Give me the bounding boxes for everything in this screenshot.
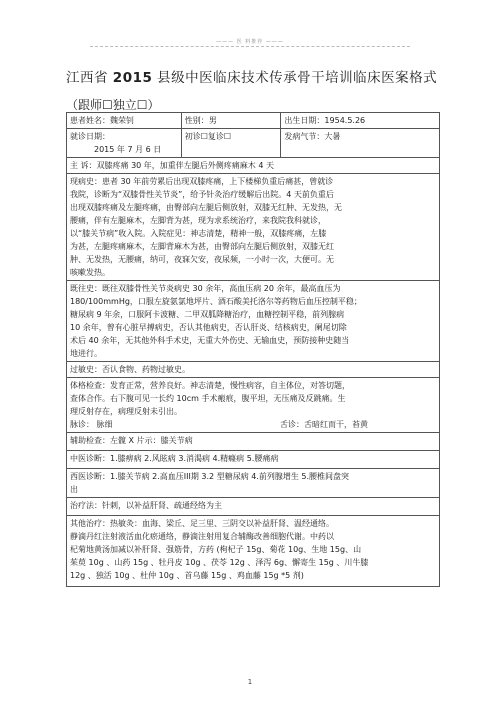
physical-exam-line: 理反射存在，病理反射未引出。 [70,407,182,416]
present-history-line: 腰痛，伴有左腿麻木，左脚背为甚，现为求系统治疗，来我院我科就诊， [70,216,326,225]
medical-record-table [66,112,440,587]
header-divider [90,46,410,47]
auxiliary-exam: 辅助检查：左髋 X 片示：膝关节病 [67,433,440,451]
pulse-diagnosis: 脉诊： 脉细 [70,420,113,429]
document-title [66,66,446,86]
past-history-line: 地进行。 [70,349,102,358]
other-treatment-line: 其他治疗：热敏灸：血海、梁丘、足三里、三阴交以补益肝肾、温经通络。 [70,519,334,528]
other-treatment-line: 茱萸 10g 、山药 15g 、牡丹皮 10g 、茯苓 12g 、泽泻 6g、懈寄生 15g 、川牛膝 [70,558,369,567]
past-history-line: 糖尿病 9 年余，口服阿卡波糖、二甲双胍降糖治疗，血糖控制平稳，前列腺病 [70,310,345,319]
other-treatment [67,516,440,587]
title-rest: 县级中医临床技术传承骨干培训临床医案格式 [157,70,438,86]
allergy-history: 过敏史：否认食物、药物过敏史。 [67,362,440,378]
page-number: 1 [247,678,253,686]
physical-exam-line: 查体合作。右下腹可见一长约 10cm 手术瘢痕，腹平坦，无压痛及反跳痛。生 [70,394,346,403]
patient-info-row [67,113,440,129]
past-history-line: 既往史：既往双膝骨性关节炎病史 30 余年，高血压病 20 余年，最高血压为 [70,284,341,293]
present-history-line: 肿、无发热，无腰痛，纳可，夜寐欠安，夜尿频，一小时一次，大便可。无 [70,255,334,264]
western-diagnosis-line: 出 [70,485,78,494]
visit-date-cell [67,129,182,158]
present-history-line: 出现双膝疼痛及左腿疼痛，由臀部向左腿后侧放射，双膝无红肿、无发热，无 [70,203,342,212]
present-history-line: 咳嗽发热。 [70,268,110,277]
other-treatment-line: 12g 、独活 10g 、杜仲 10g 、首乌藤 15g 、鸡血藤 15g *5 剂) [70,571,304,580]
present-history [67,174,440,281]
document-subtitle: （跟师☐独立☐） [66,98,160,112]
visit-type-cell: 初诊☐复诊☐ [181,129,281,158]
present-history-line: 为甚，左腿疼痛麻木，左脚背麻木为甚，由臀部向左腿后侧放射，双膝无红 [70,242,334,251]
past-history-line: 180/100mmHg，口服左旋氨氯地坪片、酒石酸美托洛尔等药物后血压控制平稳； [70,297,362,306]
western-diagnosis [67,469,440,498]
western-diagnosis-line: 西医诊断：1.膝关节病 2.高血压III期 3.2 型糖尿病 4.前列腺增生 5.腰椎间盘突 [70,472,350,481]
treatment-principle: 治疗法：针刺，以补益肝肾、疏通经络为主 [67,498,440,516]
birth-date-cell: 出生日期：1954.5.26 [281,113,440,129]
present-history-line: 现病史：患者 30 年前劳累后出现双膝疼痛，上下楼梯负重后痛甚，曾就诊 [70,177,334,186]
tongue-diagnosis: 舌诊：舌暗红而干，苔黄 [280,420,368,429]
visit-date-label: 就诊日期： [70,132,110,141]
chief-complaint: 主 诉：双膝疼痛 30 年，加重伴左腿后外侧疼痛麻木 4 天 [67,158,440,174]
visit-date-value: 2015 年 7 月 6 日 [94,145,162,154]
page-header-watermark: ——— 医 料推荐 ——— [216,39,284,45]
physical-exam [67,378,440,433]
past-history-line: 10 余年，曾有心脏早搏病史，否认其他病史，否认肝炎、结核病史，阑尾切除 [70,323,347,332]
physical-exam-line: 体格检查：发育正常，营养良好。神志清楚，慢性病容，自主体位，对答切题， [70,381,350,390]
present-history-line: 我院，诊断为“双膝骨性关节炎”，给予针灸治疗缓解后出院。4 天前负重后 [70,190,334,199]
past-history-line: 术后 40 余年，无其他外科手术史，无重大外伤史、无输血史，预防接种史随当 [70,336,350,345]
visit-info-row [67,129,440,158]
title-year: 2015 [112,70,153,86]
title-prefix: 江西省 [66,70,108,86]
past-history [67,281,440,362]
other-treatment-line: 静滴丹红注射液活血化瘀通络，静滴注射用复合辅酶改善细胞代谢。中药以 [70,532,334,541]
onset-season-cell: 发病气节：大暑 [281,129,440,158]
other-treatment-line: 杞菊地黄汤加减以补肝肾、强筋骨，方药 (枸杞子 15g、菊花 10g、生地 15g、山 [70,545,362,554]
patient-name-cell: 患者姓名：魏荣钊 [67,113,182,129]
pulse-tongue-line [70,418,436,431]
tcm-diagnosis: 中医诊断：1.膝痹病 2.风眩病 3.消渴病 4.精癃病 5.腰痛病 [67,451,440,469]
sex-cell: 性别：男 [181,113,281,129]
present-history-line: 以“膝关节病”收入院。入院症见：神志清楚，精神一般，双膝疼痛，左膝 [70,229,327,238]
